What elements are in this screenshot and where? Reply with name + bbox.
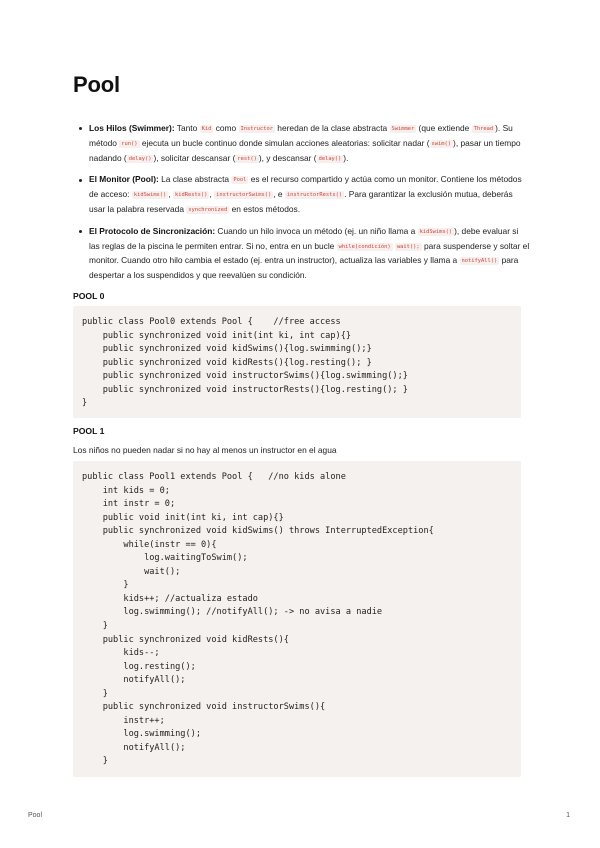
text: ejecuta un bucle continuo donde simulan acciones aleatorias: solicitar nadar ( <box>139 137 430 148</box>
code-block-pool0: public class Pool0 extends Pool { //free access public synchronized void init(int ki, int cap){} public synchronized void kidSwims(){log.swimming();} public synchronized void kidRests(){log.resting(); } public synchronized void instructorSwims(){log.swimming();} public synchronized void instructorRests(){log.resting(); } } <box>73 306 521 418</box>
text: . Para garantizar la exclusión mutua, deberás usar la palabra reservada <box>89 189 513 214</box>
bullet-monitor <box>73 173 531 217</box>
bullet-protocol <box>73 225 531 283</box>
text: ). Su método <box>89 123 513 148</box>
page-title: Pool <box>73 72 120 97</box>
inline-code: synchronized <box>188 206 228 213</box>
text: en estos métodos. <box>229 203 301 214</box>
inline-code: delay() <box>318 155 342 162</box>
inline-code: notifyAll() <box>461 258 498 265</box>
text: ). <box>343 152 349 163</box>
text: es el recurso compartido y actúa como un monitor. Contiene los métodos de acceso: <box>89 174 522 200</box>
text: La clase abstracta <box>158 174 232 185</box>
footer-title: Pool <box>28 812 43 819</box>
inline-code: instructorSwims() <box>216 192 272 199</box>
text: ), debe evaluar si las reglas de la piscina le permiten entrar. Si no, entra en un bucle <box>89 225 519 251</box>
text: , <box>168 189 173 200</box>
text: para despertar a los suspendidos y que reevalúen su condición. <box>89 255 519 281</box>
bullet-label: Los Hilos (Swimmer): <box>89 123 175 133</box>
page-number: 1 <box>566 812 570 819</box>
text: Tanto <box>174 123 200 133</box>
inline-code: kidSwims() <box>133 192 167 199</box>
text: , <box>209 189 215 200</box>
inline-code: while(condición) <box>338 243 391 250</box>
inline-code: delay() <box>128 155 152 162</box>
bullet-list <box>73 122 531 290</box>
bullet-swimmer <box>73 122 531 166</box>
inline-code: kidSwims() <box>419 228 453 235</box>
inline-code: Thread <box>473 126 494 132</box>
inline-code: Instructor <box>240 126 273 132</box>
inline-code: Swimmer <box>391 126 415 132</box>
inline-code: run() <box>121 140 138 147</box>
text: ), pasar un tiempo nadando ( <box>89 137 521 163</box>
inline-code: rest() <box>237 155 257 162</box>
text: como <box>213 123 239 133</box>
section-subtitle-pool1: Los niños no pueden nadar si no hay al menos un instructor en el agua <box>73 445 337 455</box>
text: ), y descansar ( <box>258 152 317 163</box>
section-heading-pool0: POOL 0 <box>73 291 105 301</box>
code-block-pool1: public class Pool1 extends Pool { //no kids alone int kids = 0; int instr = 0; public void init(int ki, int cap){} public synchronized void kidSwims() throws InterruptedException{ while(instr == 0){ log.waitingToSwim(); wait(); } kids++; //actualiza estado log.swimming(); //notifyAll(); -> no avisa a nadie } public synchronized void kidRests(){ kids--; log.resting(); notifyAll(); } public synchronized void instructorSwims(){ instr++; log.swimming(); notifyAll(); } <box>73 461 521 777</box>
inline-code: instructorRests() <box>286 192 343 199</box>
bullet-label: El Monitor (Pool): <box>89 174 159 185</box>
bullet-label: El Protocolo de Sincronización: <box>89 225 216 236</box>
inline-code: Kid <box>201 126 212 132</box>
text: Cuando un hilo invoca un método (ej. un niño llama a <box>215 225 418 236</box>
inline-code: kidRests() <box>174 192 208 199</box>
text: para suspenderse y soltar el monitor. Cuando otro hilo cambia el estado (ej. entra un instructor), actualiza las variables y llama a <box>89 240 530 266</box>
inline-code: swim() <box>431 140 452 147</box>
text: heredan de la clase abstracta <box>274 123 390 133</box>
inline-code: wait(); <box>396 243 420 250</box>
text: , e <box>273 189 285 200</box>
inline-code: Pool <box>233 177 247 184</box>
section-heading-pool1: POOL 1 <box>73 426 105 436</box>
text: (que extiende <box>416 123 472 133</box>
text: ), solicitar descansar ( <box>153 152 236 163</box>
